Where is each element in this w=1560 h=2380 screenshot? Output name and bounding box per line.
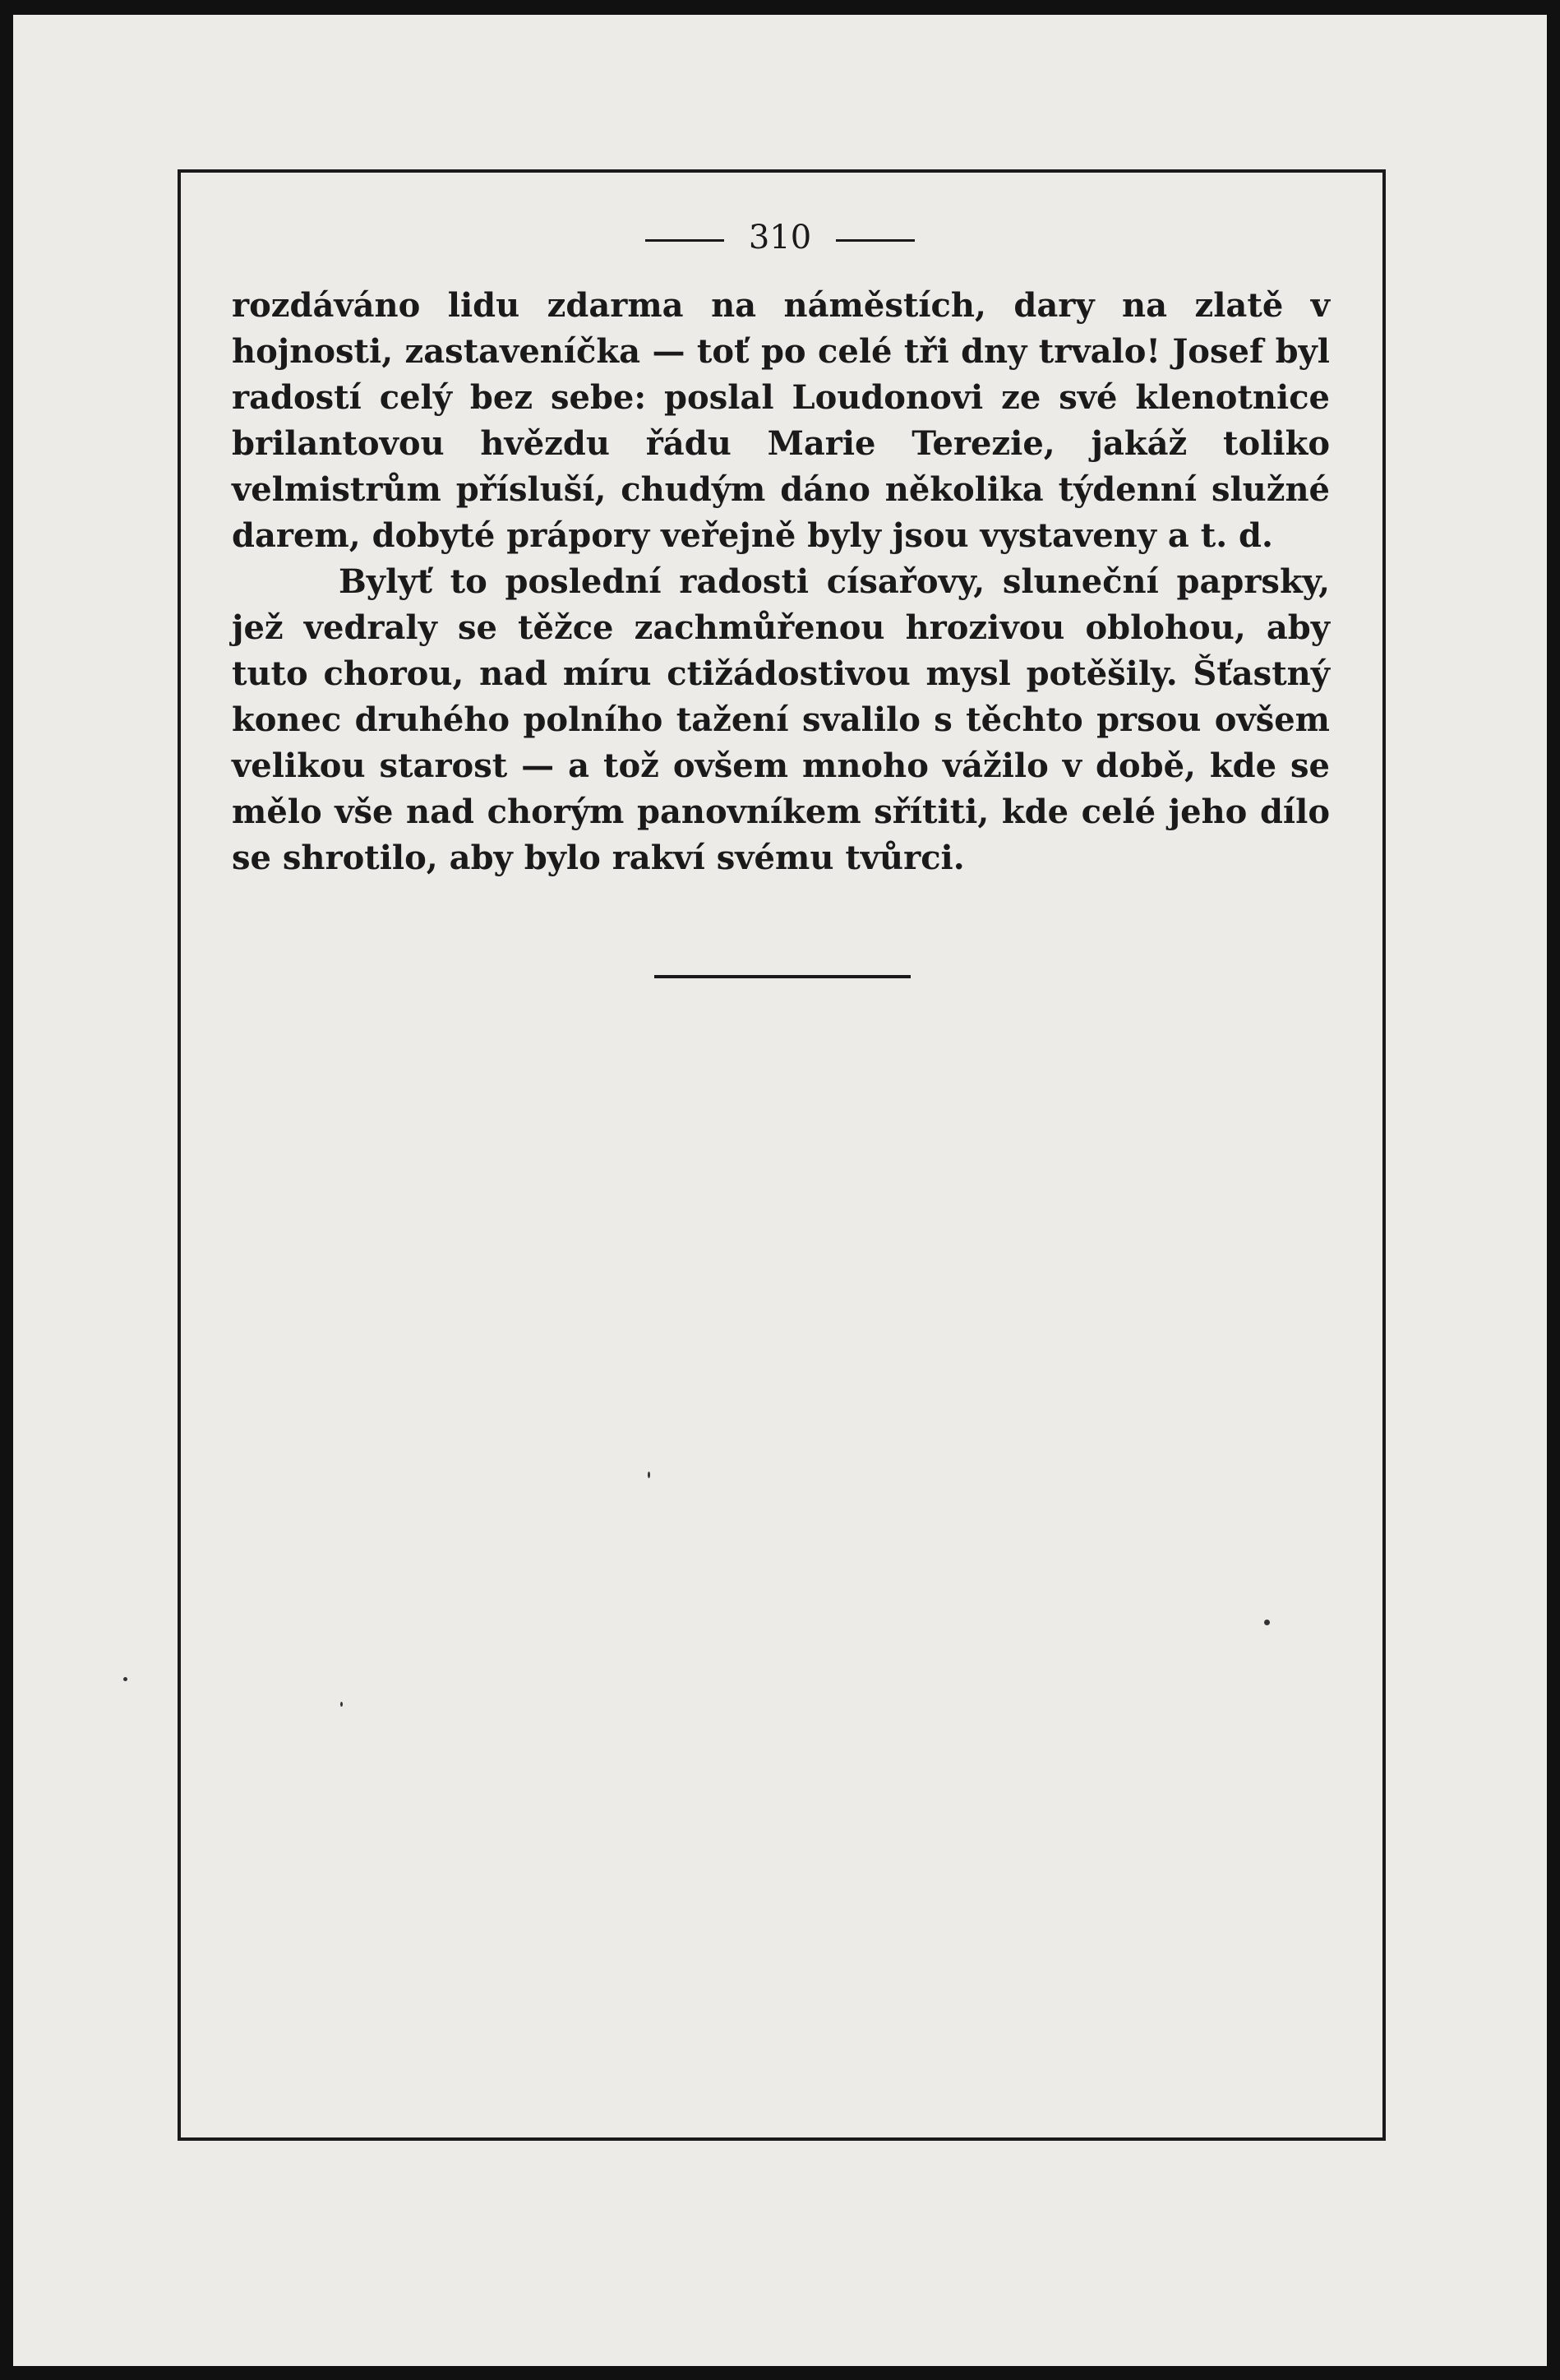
- paragraph-1: rozdáváno lidu zdarma na náměstích, dary na zlatě v hojnosti, zastaveníčka — toť po celé tři dny trvalo! Josef byl radostí celý bez sebe: poslal Loudonovi ze své klenotnice brilantovou hvězdu řádu Marie Terezie, jakáž toliko velmistrům přísluší, chudým dáno několika týdenní služné darem, dobyté prápory veřejně byly jsou vystaveny a t. d.: [232, 286, 1330, 555]
- page-header: [0, 219, 1560, 256]
- scan-speck: [648, 1472, 650, 1478]
- header-dash-right: [836, 239, 915, 242]
- page-body: [232, 283, 1330, 881]
- scan-speck: [123, 1677, 127, 1681]
- scan-speck: [1264, 1620, 1270, 1625]
- page-number: 310: [748, 219, 812, 256]
- paragraph-2: Bylyť to poslední radosti císařovy, sluneční paprsky, jež vedraly se těžce zachmůřenou hrozivou oblohou, aby tuto chorou, nad míru ctižádostivou mysl potěšily. Šťastný konec druhého polního tažení svalilo s těchto prsou ovšem velikou starost — a tož ovšem mnoho vážilo v době, kde se mělo vše nad chorým panovníkem sřítiti, kde celé jeho dílo se shrotilo, aby bylo rakví svému tvůrci.: [232, 562, 1330, 877]
- header-dash-left: [645, 239, 724, 242]
- section-end-rule: [654, 975, 911, 978]
- scan-speck: [340, 1702, 343, 1707]
